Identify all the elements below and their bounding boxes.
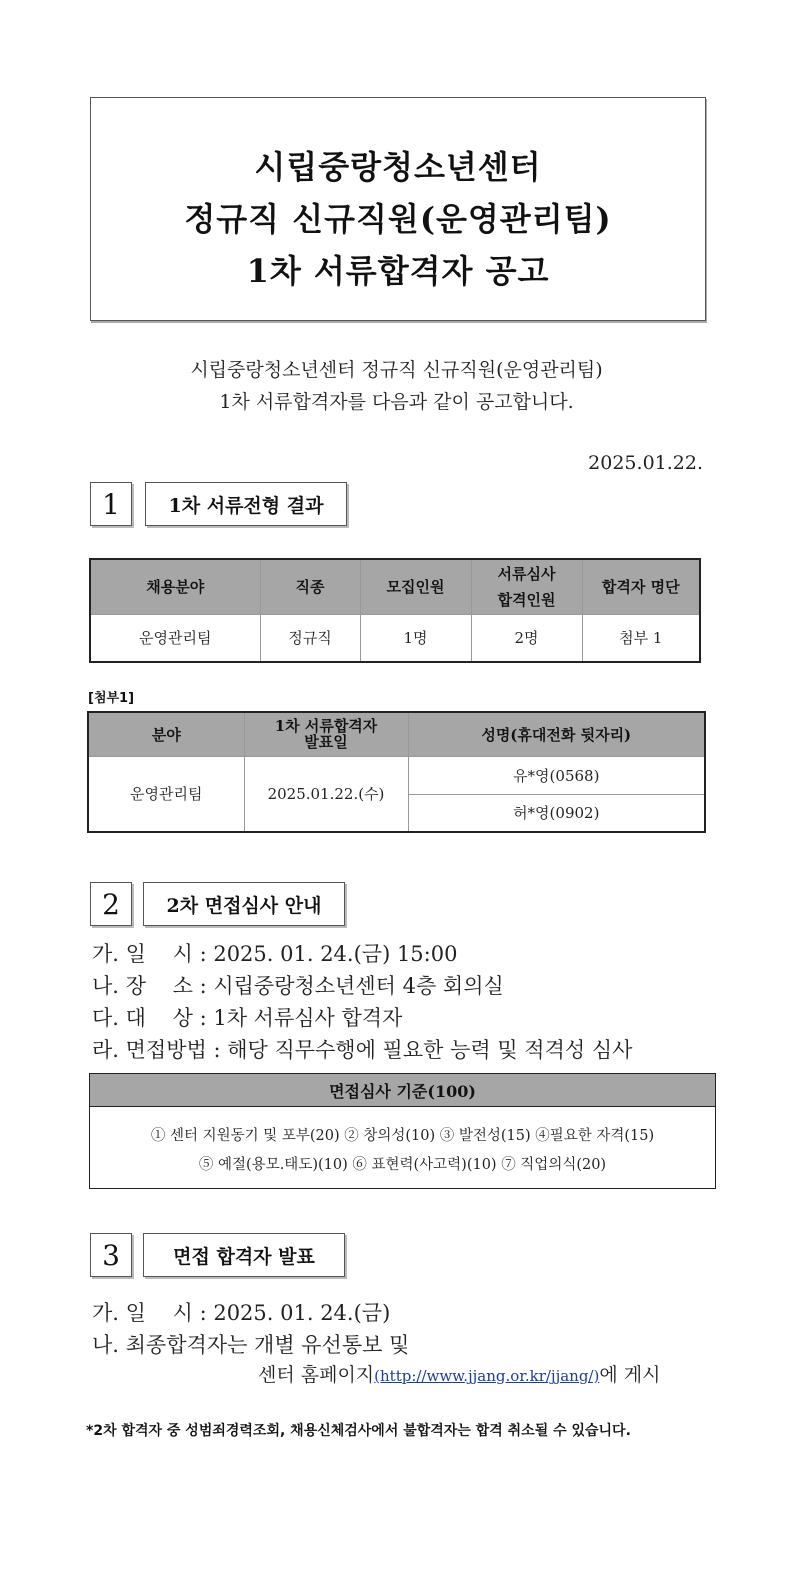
announcement-date: 2025.01.22.	[588, 452, 703, 474]
interview-target-line: 다. 대 상 : 1차 서류심사 합격자	[92, 1006, 403, 1030]
attachment-header-name: 성명(휴대전화 뒷자리)	[408, 712, 705, 756]
section-2-title: 2차 면접심사 안내	[143, 882, 345, 926]
table-cell: 운영관리팀	[90, 614, 260, 662]
criteria-line-2: ⑤ 예절(용모.태도)(10) ⑥ 표현력(사고력)(10) ⑦ 직업의식(20)	[198, 1157, 607, 1173]
attachment-header-field: 분야	[88, 712, 244, 756]
attachment-header-date-line-2: 발표일	[304, 733, 348, 752]
announce-date-line: 가. 일 시 : 2025. 01. 24.(금)	[92, 1301, 391, 1325]
attachment-label: [첨부1]	[88, 691, 135, 706]
section-3-number: 3	[90, 1233, 132, 1277]
title-line-2: 정규직 신규직원(운영관리팀)	[184, 200, 612, 238]
attachment-table	[87, 711, 706, 833]
criteria-header: 면접심사 기준(100)	[90, 1074, 715, 1107]
attachment-field: 운영관리팀	[88, 756, 244, 832]
title-box	[90, 97, 706, 321]
header-document-pass-line-2: 합격인원	[497, 590, 556, 609]
header-recruit-count: 모집인원	[360, 559, 471, 614]
result-table	[89, 558, 701, 663]
table-cell: 정규직	[260, 614, 360, 662]
attachment-header-date-line-1: 1차 서류합격자	[274, 717, 378, 736]
header-document-pass-line-1: 서류심사	[497, 564, 556, 583]
interview-date-line: 가. 일 시 : 2025. 01. 24.(금) 15:00	[92, 942, 458, 966]
intro-line-1: 시립중랑청소년센터 정규직 신규직원(운영관리팀)	[190, 359, 603, 381]
title-line-3: 1차 서류합격자 공고	[246, 252, 550, 290]
table-cell: 2명	[471, 614, 582, 662]
header-job-type: 직종	[260, 559, 360, 614]
section-3-title: 면접 합격자 발표	[143, 1233, 345, 1277]
criteria-box	[89, 1073, 716, 1189]
attachment-name-row: 허*영(0902)	[408, 794, 705, 832]
announce-homepage-line	[258, 1360, 660, 1387]
interview-place-line: 나. 장 소 : 시립중랑청소년센터 4층 회의실	[92, 974, 504, 998]
section-1-number: 1	[90, 482, 132, 526]
criteria-line-1: ① 센터 지원동기 및 포부(20) ② 창의성(10) ③ 발전성(15) ④필요한 자격(15)	[150, 1128, 655, 1144]
title-line-1: 시립중랑청소년센터	[254, 148, 542, 186]
disqualification-note: *2차 합격자 중 성범죄경력조회, 채용신체검사에서 불합격자는 합격 취소될 수 있습니다.	[86, 1423, 631, 1439]
announce-method-line: 나. 최종합격자는 개별 유선통보 및	[92, 1333, 410, 1357]
attachment-header-date	[244, 712, 408, 756]
interview-method-line: 라. 면접방법 : 해당 직무수행에 필요한 능력 및 적격성 심사	[92, 1038, 633, 1062]
section-1-title: 1차 서류전형 결과	[145, 482, 347, 526]
header-document-pass	[471, 559, 582, 614]
homepage-link[interactable]: (http://www.jjang.or.kr/jjang/)	[374, 1367, 600, 1385]
header-pass-list: 합격자 명단	[582, 559, 700, 614]
attachment-name-row: 유*영(0568)	[408, 756, 705, 794]
table-cell: 첨부 1	[582, 614, 700, 662]
section-2-number: 2	[90, 882, 132, 926]
homepage-label: 센터 홈페이지	[258, 1364, 375, 1386]
attachment-date: 2025.01.22.(수)	[244, 756, 408, 832]
header-field: 채용분야	[90, 559, 260, 614]
table-cell: 1명	[360, 614, 471, 662]
intro-line-2: 1차 서류합격자를 다음과 같이 공고합니다.	[219, 391, 574, 413]
homepage-suffix: 에 게시	[599, 1364, 661, 1386]
